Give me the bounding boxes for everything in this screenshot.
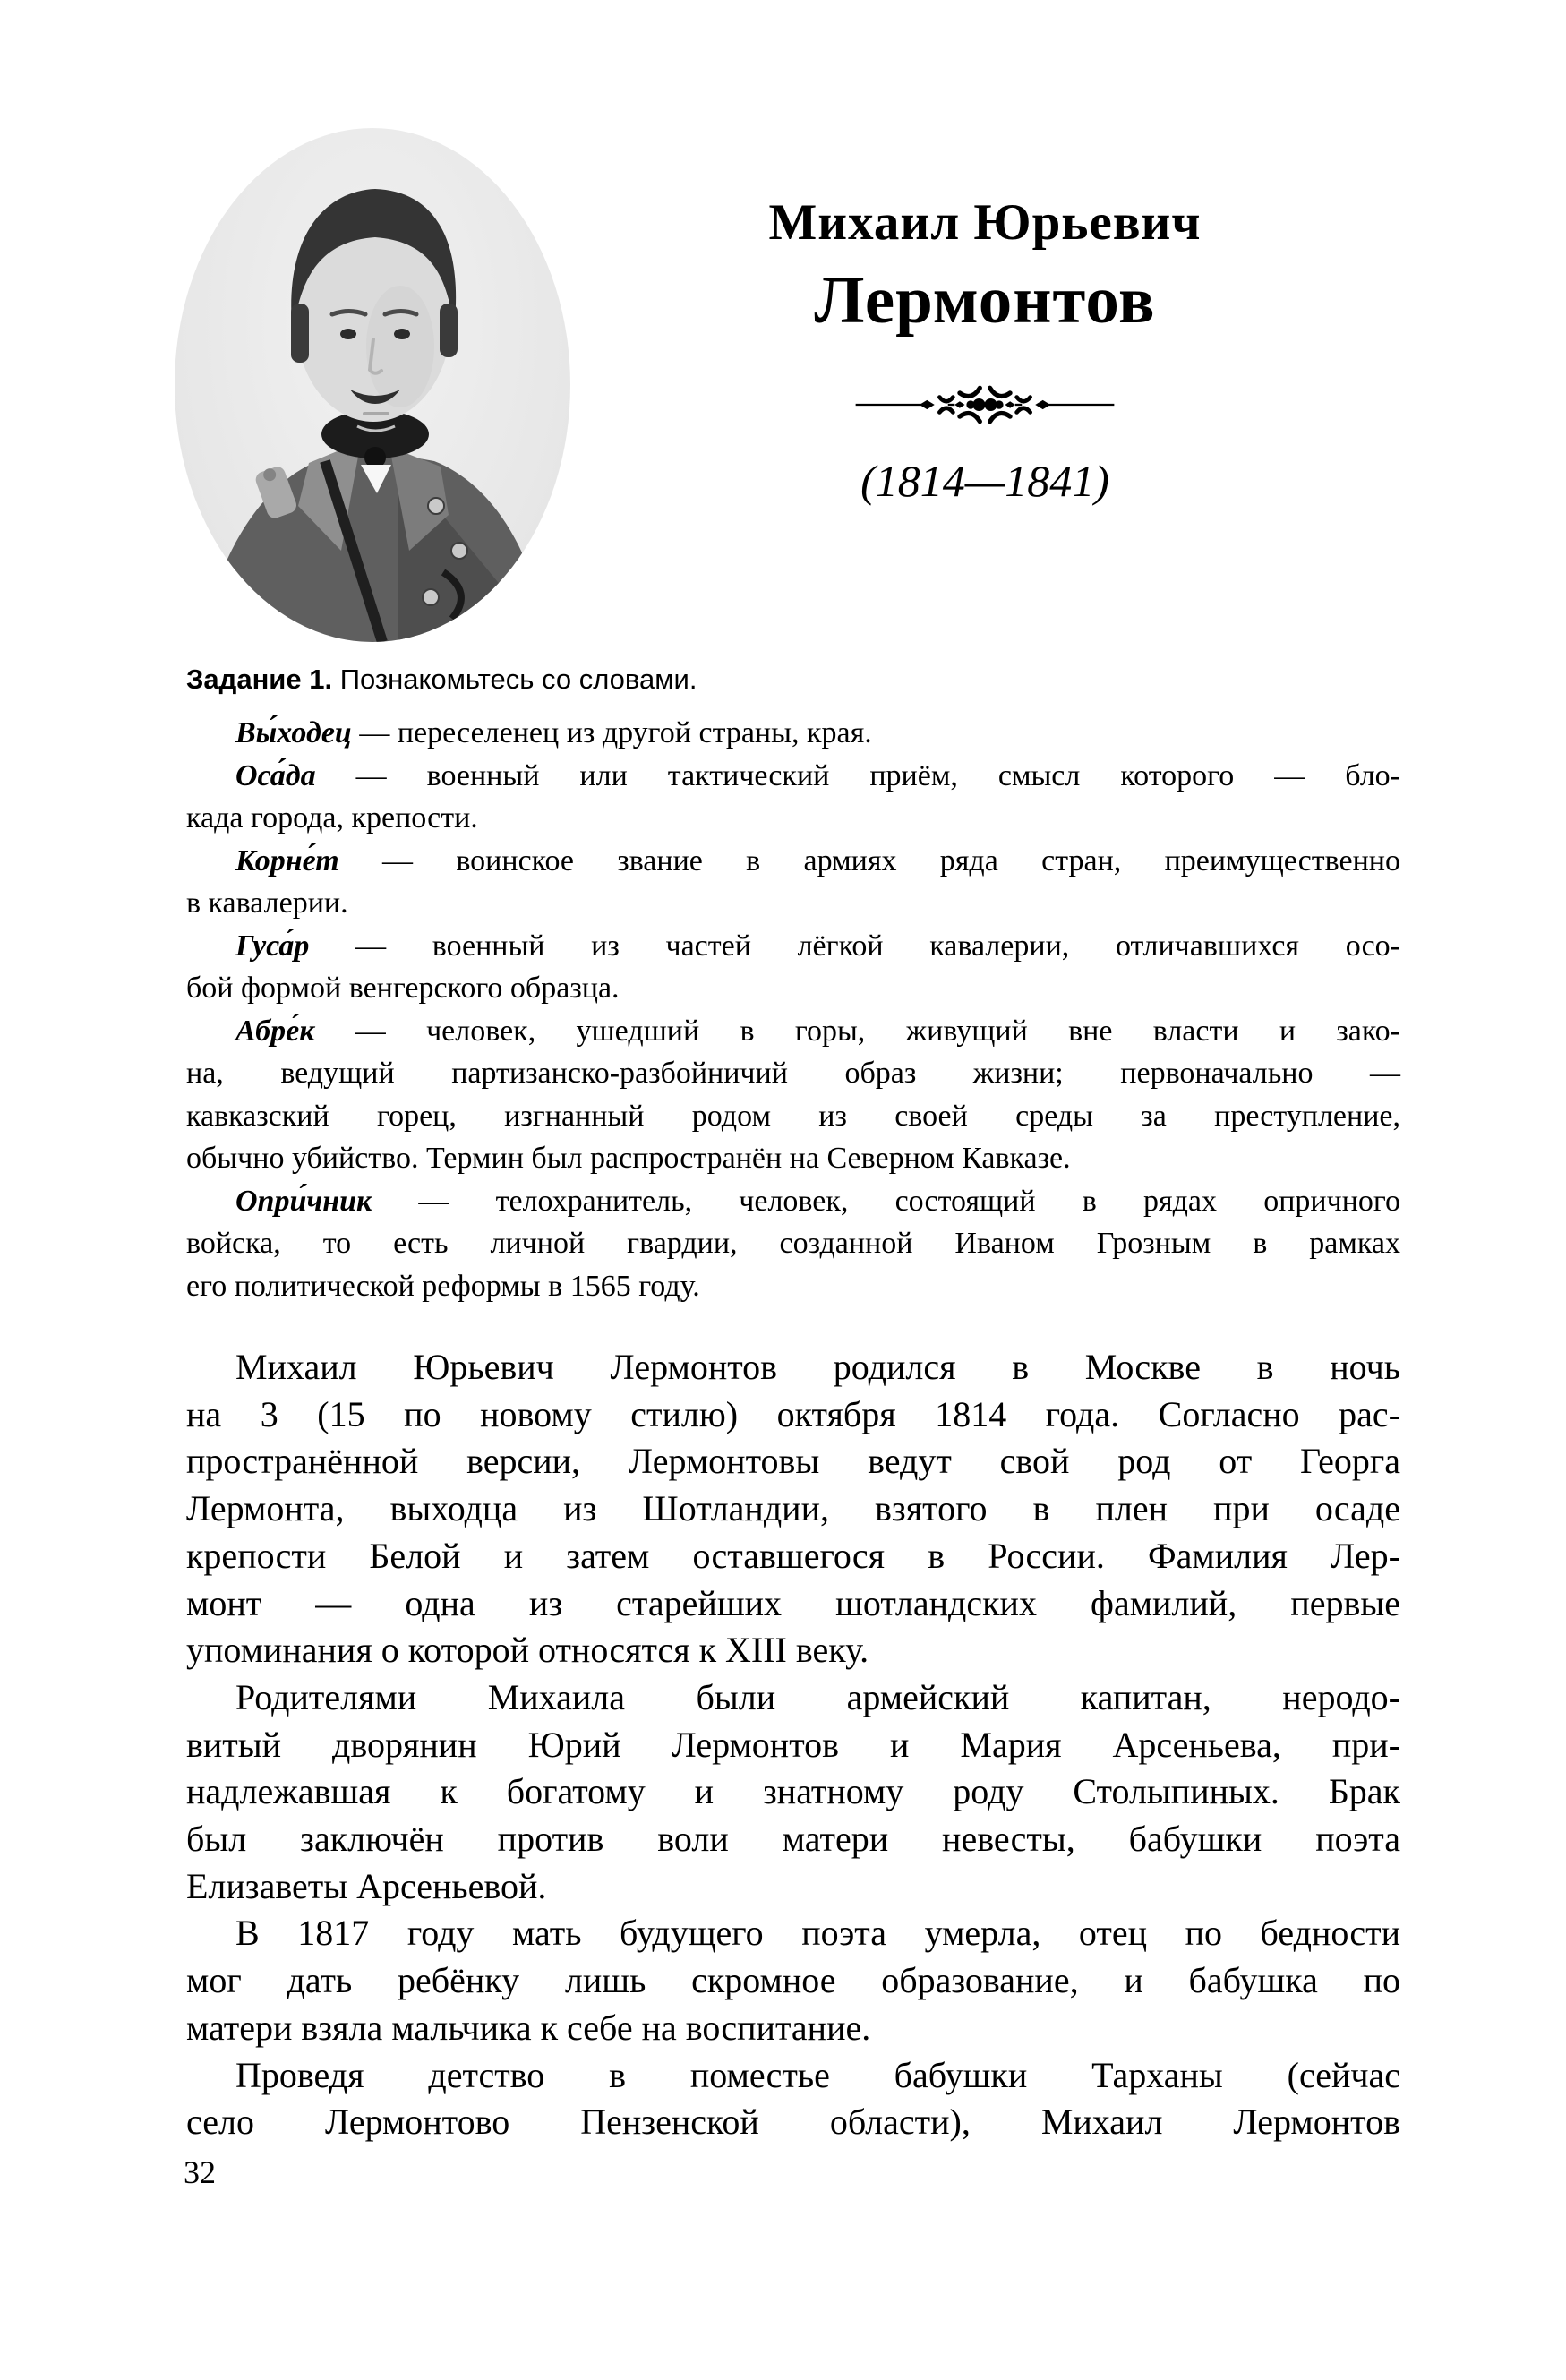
vocab-line — [186, 755, 1400, 798]
task-number-label: Задание 1. — [186, 663, 333, 695]
vocab-definition: — военный из частей лёгкой кавалерии, отличавшихся осо- — [309, 929, 1400, 963]
vocab-line: бой формой венгерского образца. — [186, 972, 620, 1005]
paragraph — [186, 2052, 1400, 2146]
text-line: В 1817 году мать будущего поэта умерла, отец по бедности — [235, 1913, 1400, 1954]
vocab-entry — [186, 712, 1400, 755]
vocab-line — [186, 1010, 1400, 1053]
task-heading — [186, 663, 1400, 696]
page-title-surname: Лермонтов — [814, 263, 1156, 338]
vocab-line: када города, крепости. — [186, 801, 478, 835]
text-line: матери взяла мальчика к себе на воспитание. — [186, 2007, 871, 2048]
page-number: 32 — [184, 2154, 216, 2190]
text-line: на 3 (15 по новому стилю) октября 1814 года. Согласно рас- — [186, 1393, 1400, 1434]
vocab-entry — [186, 840, 1400, 925]
vocab-term: Опри́чник — [235, 1184, 372, 1218]
vocab-entry — [186, 925, 1400, 1010]
text-line: витый дворянин Юрий Лермонтов и Мария Арсеньева, при- — [186, 1724, 1400, 1765]
vocab-line: войска, то есть личной гвардии, созданной Иваном Грозным в рамках — [186, 1227, 1400, 1260]
vocab-line — [186, 1180, 1400, 1223]
vocab-definition: — человек, ушедший в горы, живущий вне власти и зако- — [314, 1014, 1400, 1048]
portrait-frame — [175, 128, 570, 642]
lermontov-portrait-icon — [175, 128, 570, 642]
text-line: Родителями Михаила были армейский капитан, неродо- — [235, 1676, 1400, 1717]
paragraph — [186, 1910, 1400, 2051]
text-line: монт — одна из старейших шотландских фамилий, первые — [186, 1582, 1400, 1623]
text-line: село Лермонтово Пензенской области), Михаил Лермонтов — [186, 2102, 1400, 2143]
vocab-entry — [186, 1010, 1400, 1180]
vocab-entry — [186, 1180, 1400, 1308]
paragraph — [186, 1344, 1400, 1674]
fleuron-divider-icon — [573, 378, 1397, 432]
text-line: надлежавшая к богатому и знатному роду Столыпиных. Брак — [186, 1771, 1400, 1812]
vocab-line: обычно убийство. Термин был распространён на Северном Кавказе. — [186, 1142, 1071, 1175]
vocab-definition: — воинское звание в армиях ряда стран, преимущественно — [338, 843, 1400, 878]
vocab-term: Абре́к — [235, 1014, 315, 1048]
vocab-term: Корне́т — [235, 843, 339, 878]
vocab-line: в кавалерии. — [186, 886, 348, 920]
vocab-line — [186, 712, 1400, 755]
vocab-line: кавказский горец, изгнанный родом из своей среды за преступление, — [186, 1099, 1400, 1133]
task-instruction: Познакомьтесь со словами. — [332, 663, 697, 695]
text-line: мог дать ребёнку лишь скромное образование, и бабушка по — [186, 1960, 1400, 2001]
text-line: Проведя детство в поместье бабушки Тарханы (сейчас — [235, 2054, 1400, 2095]
page-title-first-name: Михаил Юрьевич — [768, 194, 1202, 251]
text-line: пространённой версии, Лермонтовы ведут свой род от Георга — [186, 1441, 1400, 1482]
vocab-term: Вы́ходец — [235, 716, 352, 749]
vocab-definition: — военный или тактический приём, смысл которого — бло- — [315, 758, 1400, 792]
vocab-line: на, ведущий партизанско-разбойничий образ жизни; первоначально — — [186, 1057, 1400, 1090]
text-line: Лермонта, выходца из Шотландии, взятого в плен при осаде — [186, 1488, 1400, 1529]
vocab-definition: — телохранитель, человек, состоящий в рядах опричного — [372, 1184, 1400, 1218]
vocab-line — [186, 925, 1400, 968]
life-dates: (1814—1841) — [860, 456, 1109, 506]
text-line: был заключён против воли матери невесты, бабушки поэта — [186, 1819, 1400, 1860]
biography-text — [186, 1344, 1400, 2146]
vocab-line: его политической реформы в 1565 году. — [186, 1269, 700, 1303]
vocabulary-section — [186, 712, 1400, 1307]
vocab-term: Гуса́р — [235, 929, 310, 963]
vocab-line — [186, 840, 1400, 883]
text-line: Елизаветы Арсеньевой. — [186, 1865, 547, 1906]
text-line: крепости Белой и затем оставшегося в России. Фамилия Лер- — [186, 1535, 1400, 1576]
vocab-entry — [186, 755, 1400, 840]
text-line: Михаил Юрьевич Лермонтов родился в Москве в ночь — [235, 1347, 1400, 1387]
vocab-term: Оса́да — [235, 758, 316, 792]
paragraph — [186, 1674, 1400, 1911]
vocab-definition: — переселенец из другой страны, края. — [351, 716, 872, 749]
text-line: упоминания о которой относятся к XIII веку. — [186, 1630, 869, 1671]
